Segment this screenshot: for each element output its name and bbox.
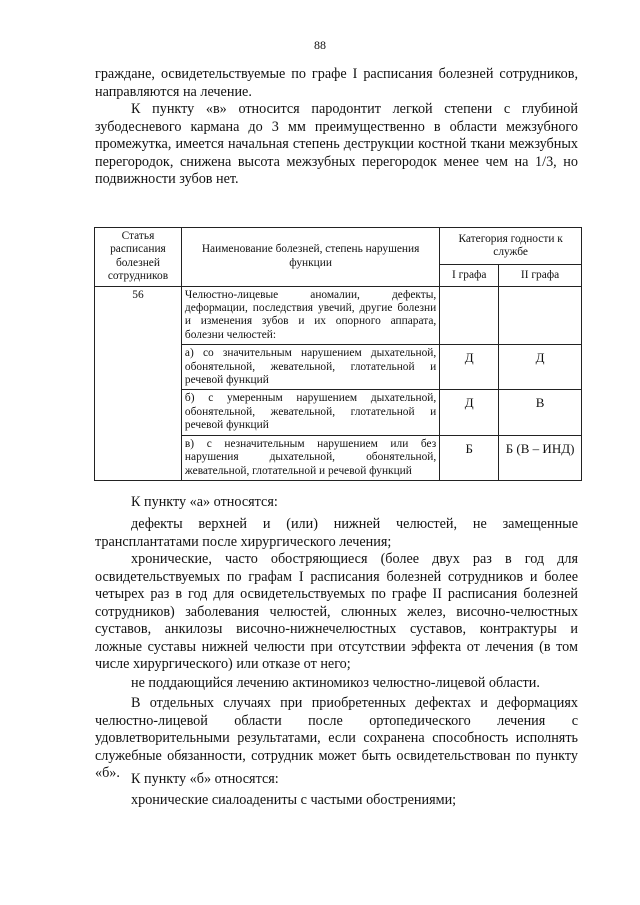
header-grafa-1: I графа — [440, 265, 499, 287]
row-b-text: б) с умеренным нарушением дыхательной, обонятельной, жевательной, глотательной и речевой функций — [181, 390, 439, 435]
article-number: 56 — [95, 286, 182, 480]
header-grafa-2: II графа — [499, 265, 582, 287]
body-paragraph-5: В отдельных случаях при приобретенных дефектах и деформациях челюстно-лицевой области после ортопедического лечения с удовлетворительными результатами, если сохранена способность исполнять служебные обязанности, сотрудник может быть освидетельствован по пункту «б». — [95, 695, 578, 781]
article-description: Челюстно-лицевые аномалии, дефекты, деформации, последствия увечий, другие болезни и изменения зубов и их опорного аппарата, болезни челюстей: — [181, 286, 439, 345]
header-category: Категория годности к службе — [440, 228, 582, 265]
body-paragraph-1: К пункту «а» относятся: — [131, 494, 278, 510]
row-a-text: а) со значительным нарушением дыхательной, обонятельной, жевательной, глотательной и речевой функций — [181, 345, 439, 390]
row-c-grafa-1: Б — [440, 435, 499, 480]
body-paragraph-3: хронические, часто обостряющиеся (более двух раз в год для освидетельствуемых по графам I расписания болезней сотрудников и более четырех раз в год для освидетельствуемых по графе II расписания болезней сотрудников) заболевания челюстей, слюнных желез, височно-челюстных суставов, анкилозы височно-нижнечелюстных суставов, контрактуры и ложные суставы нижней челюсти при отсутствии эффекта от лечения (в том числе хирургического) или отказе от него; — [95, 551, 578, 672]
body-paragraph-7: хронические сиалоадениты с частыми обострениями; — [131, 792, 457, 808]
body-paragraph-2: дефекты верхней и (или) нижней челюстей, не замещенные трансплантатами после хирургического лечения; — [95, 516, 578, 550]
table-row — [95, 286, 582, 345]
row-a-grafa-2: Д — [499, 345, 582, 390]
row-b-grafa-1: Д — [440, 390, 499, 435]
row-c-text: в) с незначительным нарушением или без нарушения дыхательной, обонятельной, жевательной, глотательной и речевой функций — [181, 435, 439, 480]
header-article: Статья расписания болезней сотрудников — [95, 228, 182, 287]
row-b-grafa-2: В — [499, 390, 582, 435]
row-c-grafa-2: Б (В – ИНД) — [499, 435, 582, 480]
row-a-grafa-1: Д — [440, 345, 499, 390]
intro-paragraph-2: К пункту «в» относится пародонтит легкой степени с глубиной зубодесневого кармана до 3 мм преимущественно в области межзубного промежутка, имеется начальная степень деструкции костной ткани межзубных перегородок, снижена высота межзубных перегородок менее чем на 1/3, но подвижности зубов нет. — [95, 101, 578, 187]
body-paragraph-6: К пункту «б» относятся: — [131, 771, 279, 787]
body-paragraph-4: не поддающийся лечению актиномикоз челюстно-лицевой области. — [131, 675, 540, 691]
page-number: 88 — [314, 38, 326, 52]
header-disease: Наименование болезней, степень нарушения функции — [181, 228, 439, 287]
intro-paragraph-1: граждане, освидетельствуемые по графе I расписания болезней сотрудников, направляются на лечение. — [95, 66, 578, 100]
disease-schedule-table — [94, 227, 582, 481]
